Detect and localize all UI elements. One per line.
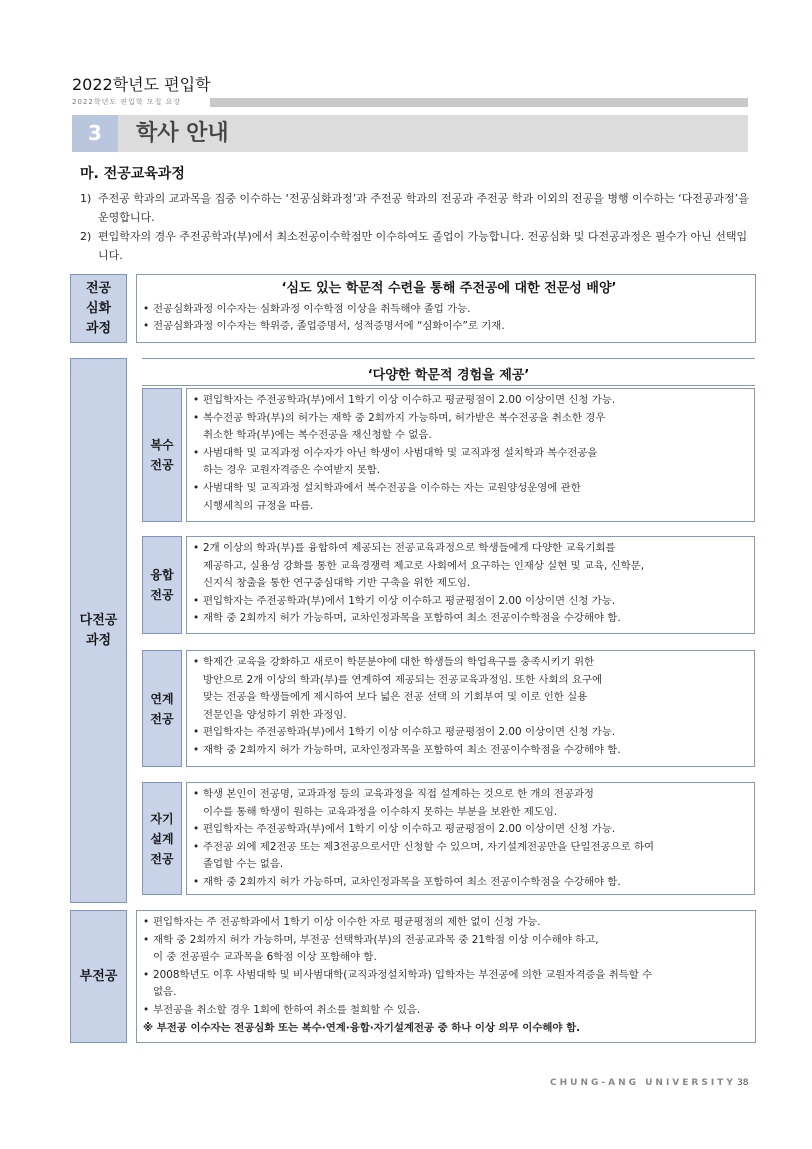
header-subtitle: 2022학년도 편입학 모집 요강 — [72, 98, 182, 106]
linked-bullet: • 학제간 교육을 강화하고 새로이 학문분야에 대한 학생들의 학업욕구를 충족시키기 위한 방안으로 2개 이상의 학과(부)를 연계하여 제공되는 전공교육과정임. 또한 사회의 요구에 맞는 전공을 학생들에게 제시하여 보다 넓은 전공 선택 의 기회부여 및 이로 인한 실용 전문인을 양성하기 위한 과정임. — [193, 654, 754, 724]
footer-university: CHUNG-ANG UNIVERSITY — [550, 1078, 736, 1088]
double-bullet: • 사범대학 및 교직과정 설치학과에서 복수전공을 이수하는 자는 교원양성운영에 관한 시행세칙의 규정을 따름. — [193, 480, 754, 515]
subsection-title: 마. 전공교육과정 — [80, 166, 185, 182]
double-bullet: • 사범대학 및 교직과정 이수자가 아닌 학생이 사범대학 및 교직과정 설치학과 복수전공을 하는 경우 교원자격증은 수여받지 못함. — [193, 445, 754, 480]
selfdesign-content — [186, 782, 755, 895]
intro-item — [80, 189, 750, 227]
minor-bullet: • 2008학년도 이후 사범대학 및 비사범대학(교직과정설치학과) 입학자는 부전공에 의한 교원자격증을 취득할 수 없음. — [143, 967, 755, 1002]
deep-bullet: • 전공심화과정 이수자는 학위증, 졸업증명서, 성적증명서에 “심화이수”로 기재. — [143, 318, 755, 336]
section-title: 학사 안내 — [136, 121, 229, 146]
fusion-label-text: 융합 전공 — [150, 568, 174, 602]
header-title: 2022학년도 편입학 — [72, 75, 211, 94]
fusion-bullet: • 2개 이상의 학과(부)를 융합하여 제공되는 전공교육과정으로 학생들에게 다양한 교육기회를 제공하고, 실용성 강화를 통한 교육경쟁력 제고로 사회에서 요구하는 인재상 실현 및 교육, 신학문, 신지식 창출을 통한 연구중심대학 기반 구축을 위한 제도임. — [193, 540, 754, 593]
double-bullet: • 편입학자는 주전공학과(부)에서 1학기 이상 이수하고 평균평점이 2.00 이상이면 신청 가능. — [193, 392, 754, 410]
double-label — [142, 388, 182, 522]
minor-label — [70, 910, 127, 1043]
deep-slogan: ‘심도 있는 학문적 수련을 통해 주전공에 대한 전문성 배양’ — [281, 281, 617, 296]
linked-bullet: • 편입학자는 주전공학과(부)에서 1학기 이상 이수하고 평균평점이 2.00 이상이면 신청 가능. — [193, 724, 754, 742]
minor-note: ※ 부전공 이수자는 전공심화 또는 복수·연계·융합·자기설계전공 중 하나 이상 의무 이수해야 함. — [143, 1021, 581, 1034]
fusion-content — [186, 536, 755, 634]
minor-content — [136, 910, 756, 1043]
page-number: 38 — [737, 1078, 749, 1088]
section-number: 3 — [72, 115, 118, 152]
multi-label — [70, 358, 127, 903]
minor-bullet: • 부전공을 취소할 경우 1회에 한하여 취소를 철회할 수 있음. — [143, 1002, 755, 1020]
selfdesign-bullet: • 재학 중 2회까지 허가 가능하며, 교차인정과목을 포함하여 최소 전공이수학점을 수강해야 함. — [193, 874, 754, 892]
deep-content — [136, 274, 756, 343]
multi-slogan: ‘다양한 학문적 경험을 제공’ — [367, 368, 530, 383]
double-label-text: 복수 전공 — [150, 438, 174, 472]
linked-bullet: • 재학 중 2회까지 허가 가능하며, 교차인정과목을 포함하여 최소 전공이수학점을 수강해야 함. — [193, 742, 754, 760]
intro-text: 주전공 학과의 교과목을 집중 이수하는 ‘전공심화과정’과 주전공 학과의 전공과 주전공 학과 이외의 전공을 병행 이수하는 ‘다전공과정’을 운영합니다. — [98, 192, 749, 224]
fusion-label — [142, 536, 182, 634]
multi-label-text: 다전공 과정 — [79, 612, 118, 648]
minor-label-text: 부전공 — [79, 968, 118, 984]
selfdesign-bullet: • 주전공 외에 제2전공 또는 제3전공으로서만 신청할 수 있으며, 자기설계전공만을 단일전공으로 하여 졸업할 수는 없음. — [193, 839, 754, 874]
selfdesign-bullet: • 편입학자는 주전공학과(부)에서 1학기 이상 이수하고 평균평점이 2.00 이상이면 신청 가능. — [193, 821, 754, 839]
selfdesign-label — [142, 782, 182, 895]
multi-divider — [142, 358, 755, 359]
linked-label-text: 연계 전공 — [150, 691, 174, 726]
fusion-bullet: • 재학 중 2회까지 허가 가능하며, 교차인정과목을 포함하여 최소 전공이수학점을 수강해야 함. — [193, 610, 754, 628]
deep-bullet: • 전공심화과정 이수자는 심화과정 이수학점 이상을 취득해야 졸업 가능. — [143, 301, 755, 319]
header-bar — [210, 98, 748, 107]
intro-list — [80, 189, 750, 265]
fusion-bullet: • 편입학자는 주전공학과(부)에서 1학기 이상 이수하고 평균평점이 2.00 이상이면 신청 가능. — [193, 593, 754, 611]
double-content — [186, 388, 755, 522]
linked-label — [142, 650, 182, 767]
double-bullet: • 복수전공 학과(부)의 허가는 재학 중 2회까지 가능하며, 허가받은 복수전공을 취소한 경우 취소한 학과(부)에는 복수전공을 재신청할 수 없음. — [193, 410, 754, 445]
multi-divider — [142, 385, 755, 386]
intro-num: 1) — [80, 192, 92, 205]
intro-num: 2) — [80, 230, 92, 243]
deep-label-text: 전공 심화 과정 — [85, 280, 112, 336]
minor-bullet: • 재학 중 2회까지 허가 가능하며, 부전공 선택학과(부)의 전공교과목 중 21학점 이상 이수해야 하고, 이 중 전공필수 교과목을 6학점 이상 포함해야 함. — [143, 932, 755, 967]
selfdesign-bullet: • 학생 본인이 전공명, 교과과정 등의 교육과정을 직접 설계하는 것으로 한 개의 전공과정 이수를 통해 학생이 원하는 교육과정을 이수하지 못하는 부분을 보완한 제도임. — [193, 786, 754, 821]
linked-content — [186, 650, 755, 767]
intro-item — [80, 227, 750, 265]
deep-label — [70, 274, 127, 343]
selfdesign-label-text: 자기 설계 전공 — [150, 811, 174, 866]
intro-text: 편입학자의 경우 주전공학과(부)에서 최소전공이수학점만 이수하여도 졸업이 가능합니다. 전공심화 및 다전공과정은 필수가 아닌 선택입니다. — [98, 230, 748, 262]
minor-bullet: • 편입학자는 주 전공학과에서 1학기 이상 이수한 자로 평균평점의 제한 없이 신청 가능. — [143, 914, 755, 932]
